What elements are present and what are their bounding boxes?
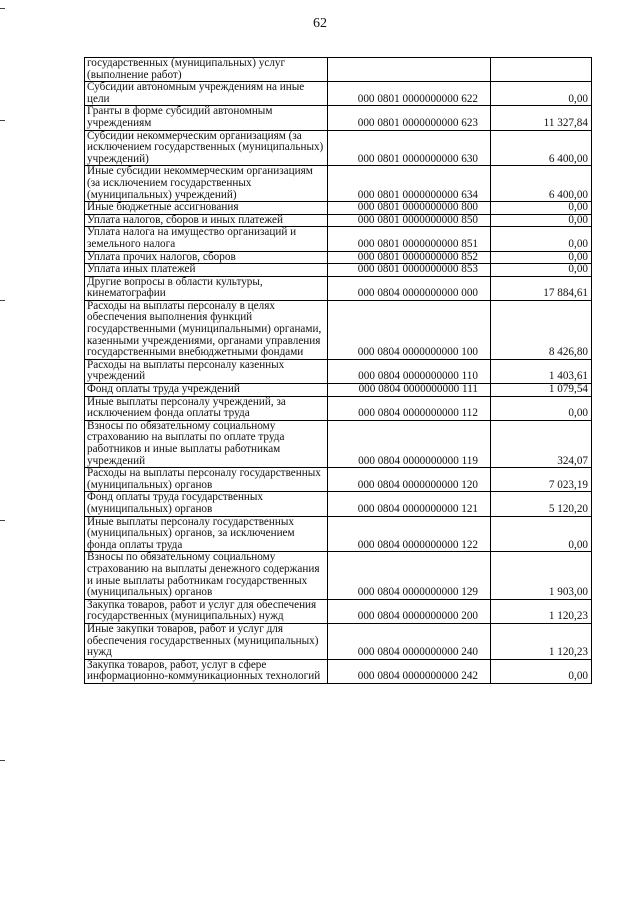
row-name-cell: Взносы по обязательному социальному страхованию на выплаты денежного содержания и иные выплаты работникам государственных (муниципальных) органов [85,552,328,599]
table-row [85,82,592,106]
row-sum-cell: 7 023,19 [491,468,592,492]
row-sum-cell: 0,00 [491,264,592,277]
table-row [85,552,592,599]
row-sum-cell: 1 120,23 [491,623,592,659]
row-name-cell: Расходы на выплаты персоналу в целях обеспечения выполнения функций государственными (муниципальными) органами, казенными учреждениями, органами управления государственными внебюджетными фондами [85,300,328,359]
row-name-cell: Субсидии некоммерческим организациям (за исключением государственных (муниципальных) учреждений) [85,130,328,166]
row-name-cell: Другие вопросы в области культуры, кинематографии [85,276,328,300]
table-row [85,599,592,623]
row-code-cell: 000 0801 0000000000 623 [328,106,491,130]
row-sum-cell: 0,00 [491,659,592,683]
table-row [85,300,592,359]
table-row [85,492,592,516]
row-sum-cell: 1 079,54 [491,384,592,397]
row-code-cell: 000 0804 0000000000 119 [328,420,491,467]
row-code-cell: 000 0801 0000000000 852 [328,251,491,264]
table-row [85,251,592,264]
binding-mark [0,300,5,301]
row-name-cell: Иные выплаты персоналу государственных (муниципальных) органов, за исключением фонда оплаты труда [85,516,328,552]
row-code-cell: 000 0804 0000000000 100 [328,300,491,359]
row-name-cell: Иные закупки товаров, работ и услуг для обеспечения государственных (муниципальных) нужд [85,623,328,659]
row-code-cell: 000 0804 0000000000 111 [328,384,491,397]
table-row [85,468,592,492]
row-code-cell: 000 0801 0000000000 800 [328,202,491,215]
row-code-cell: 000 0804 0000000000 129 [328,552,491,599]
row-name-cell: Взносы по обязательному социальному страхованию на выплаты по оплате труда работников и иные выплаты работникам учреждений [85,420,328,467]
budget-table [84,57,592,684]
row-code-cell: 000 0801 0000000000 622 [328,82,491,106]
row-code-cell: 000 0801 0000000000 850 [328,214,491,227]
row-name-cell: Уплата налогов, сборов и иных платежей [85,214,328,227]
row-code-cell: 000 0804 0000000000 242 [328,659,491,683]
row-name-cell: Закупка товаров, работ, услуг в сфере информационно-коммуникационных технологий [85,659,328,683]
table-row [85,396,592,420]
table-row [85,359,592,383]
row-code-cell: 000 0804 0000000000 120 [328,468,491,492]
row-sum-cell: 0,00 [491,82,592,106]
table-row [85,623,592,659]
row-sum-cell: 0,00 [491,396,592,420]
binding-mark [0,520,5,521]
row-code-cell: 000 0804 0000000000 112 [328,396,491,420]
table-row [85,516,592,552]
row-name-cell: Расходы на выплаты персоналу государственных (муниципальных) органов [85,468,328,492]
table-row [85,384,592,397]
table-row [85,106,592,130]
binding-mark [0,8,5,9]
table-row [85,214,592,227]
row-name-cell: Фонд оплаты труда государственных (муниципальных) органов [85,492,328,516]
row-code-cell: 000 0804 0000000000 000 [328,276,491,300]
binding-mark [0,760,5,761]
row-sum-cell: 17 884,61 [491,276,592,300]
row-name-cell: Уплата иных платежей [85,264,328,277]
row-name-cell: Субсидии автономным учреждениям на иные цели [85,82,328,106]
row-sum-cell: 0,00 [491,251,592,264]
row-name-cell: Иные бюджетные ассигнования [85,202,328,215]
row-sum-cell: 6 400,00 [491,166,592,202]
row-code-cell: 000 0804 0000000000 122 [328,516,491,552]
row-sum-cell: 8 426,80 [491,300,592,359]
table-row [85,58,592,82]
row-name-cell: Уплата прочих налогов, сборов [85,251,328,264]
row-code-cell: 000 0801 0000000000 853 [328,264,491,277]
row-sum-cell: 6 400,00 [491,130,592,166]
row-sum-cell: 0,00 [491,202,592,215]
row-name-cell: Иные субсидии некоммерческим организациям (за исключением государственных (муниципальных) учреждений) [85,166,328,202]
table-row [85,276,592,300]
table-row [85,659,592,683]
row-sum-cell: 0,00 [491,516,592,552]
row-name-cell: Расходы на выплаты персоналу казенных учреждений [85,359,328,383]
row-name-cell: Фонд оплаты труда учреждений [85,384,328,397]
row-code-cell: 000 0804 0000000000 110 [328,359,491,383]
row-sum-cell: 1 903,00 [491,552,592,599]
row-name-cell: государственных (муниципальных) услуг (выполнение работ) [85,58,328,82]
row-sum-cell: 1 120,23 [491,599,592,623]
row-code-cell: 000 0801 0000000000 630 [328,130,491,166]
table-row [85,202,592,215]
row-sum-cell: 324,07 [491,420,592,467]
row-sum-cell: 0,00 [491,214,592,227]
row-sum-cell: 0,00 [491,227,592,251]
row-sum-cell: 11 327,84 [491,106,592,130]
row-name-cell: Иные выплаты персоналу учреждений, за исключением фонда оплаты труда [85,396,328,420]
row-code-cell: 000 0801 0000000000 634 [328,166,491,202]
table-row [85,227,592,251]
row-code-cell: 000 0804 0000000000 240 [328,623,491,659]
budget-table-body [85,58,592,684]
row-name-cell: Гранты в форме субсидий автономным учреждениям [85,106,328,130]
table-row [85,130,592,166]
binding-mark [0,120,5,121]
table-row [85,264,592,277]
row-code-cell [328,58,491,82]
page-number: 62 [313,16,327,31]
table-row [85,420,592,467]
row-code-cell: 000 0804 0000000000 200 [328,599,491,623]
row-sum-cell [491,58,592,82]
row-name-cell: Уплата налога на имущество организаций и земельного налога [85,227,328,251]
row-sum-cell: 1 403,61 [491,359,592,383]
row-sum-cell: 5 120,20 [491,492,592,516]
row-name-cell: Закупка товаров, работ и услуг для обеспечения государственных (муниципальных) нужд [85,599,328,623]
row-code-cell: 000 0804 0000000000 121 [328,492,491,516]
table-row [85,166,592,202]
row-code-cell: 000 0801 0000000000 851 [328,227,491,251]
